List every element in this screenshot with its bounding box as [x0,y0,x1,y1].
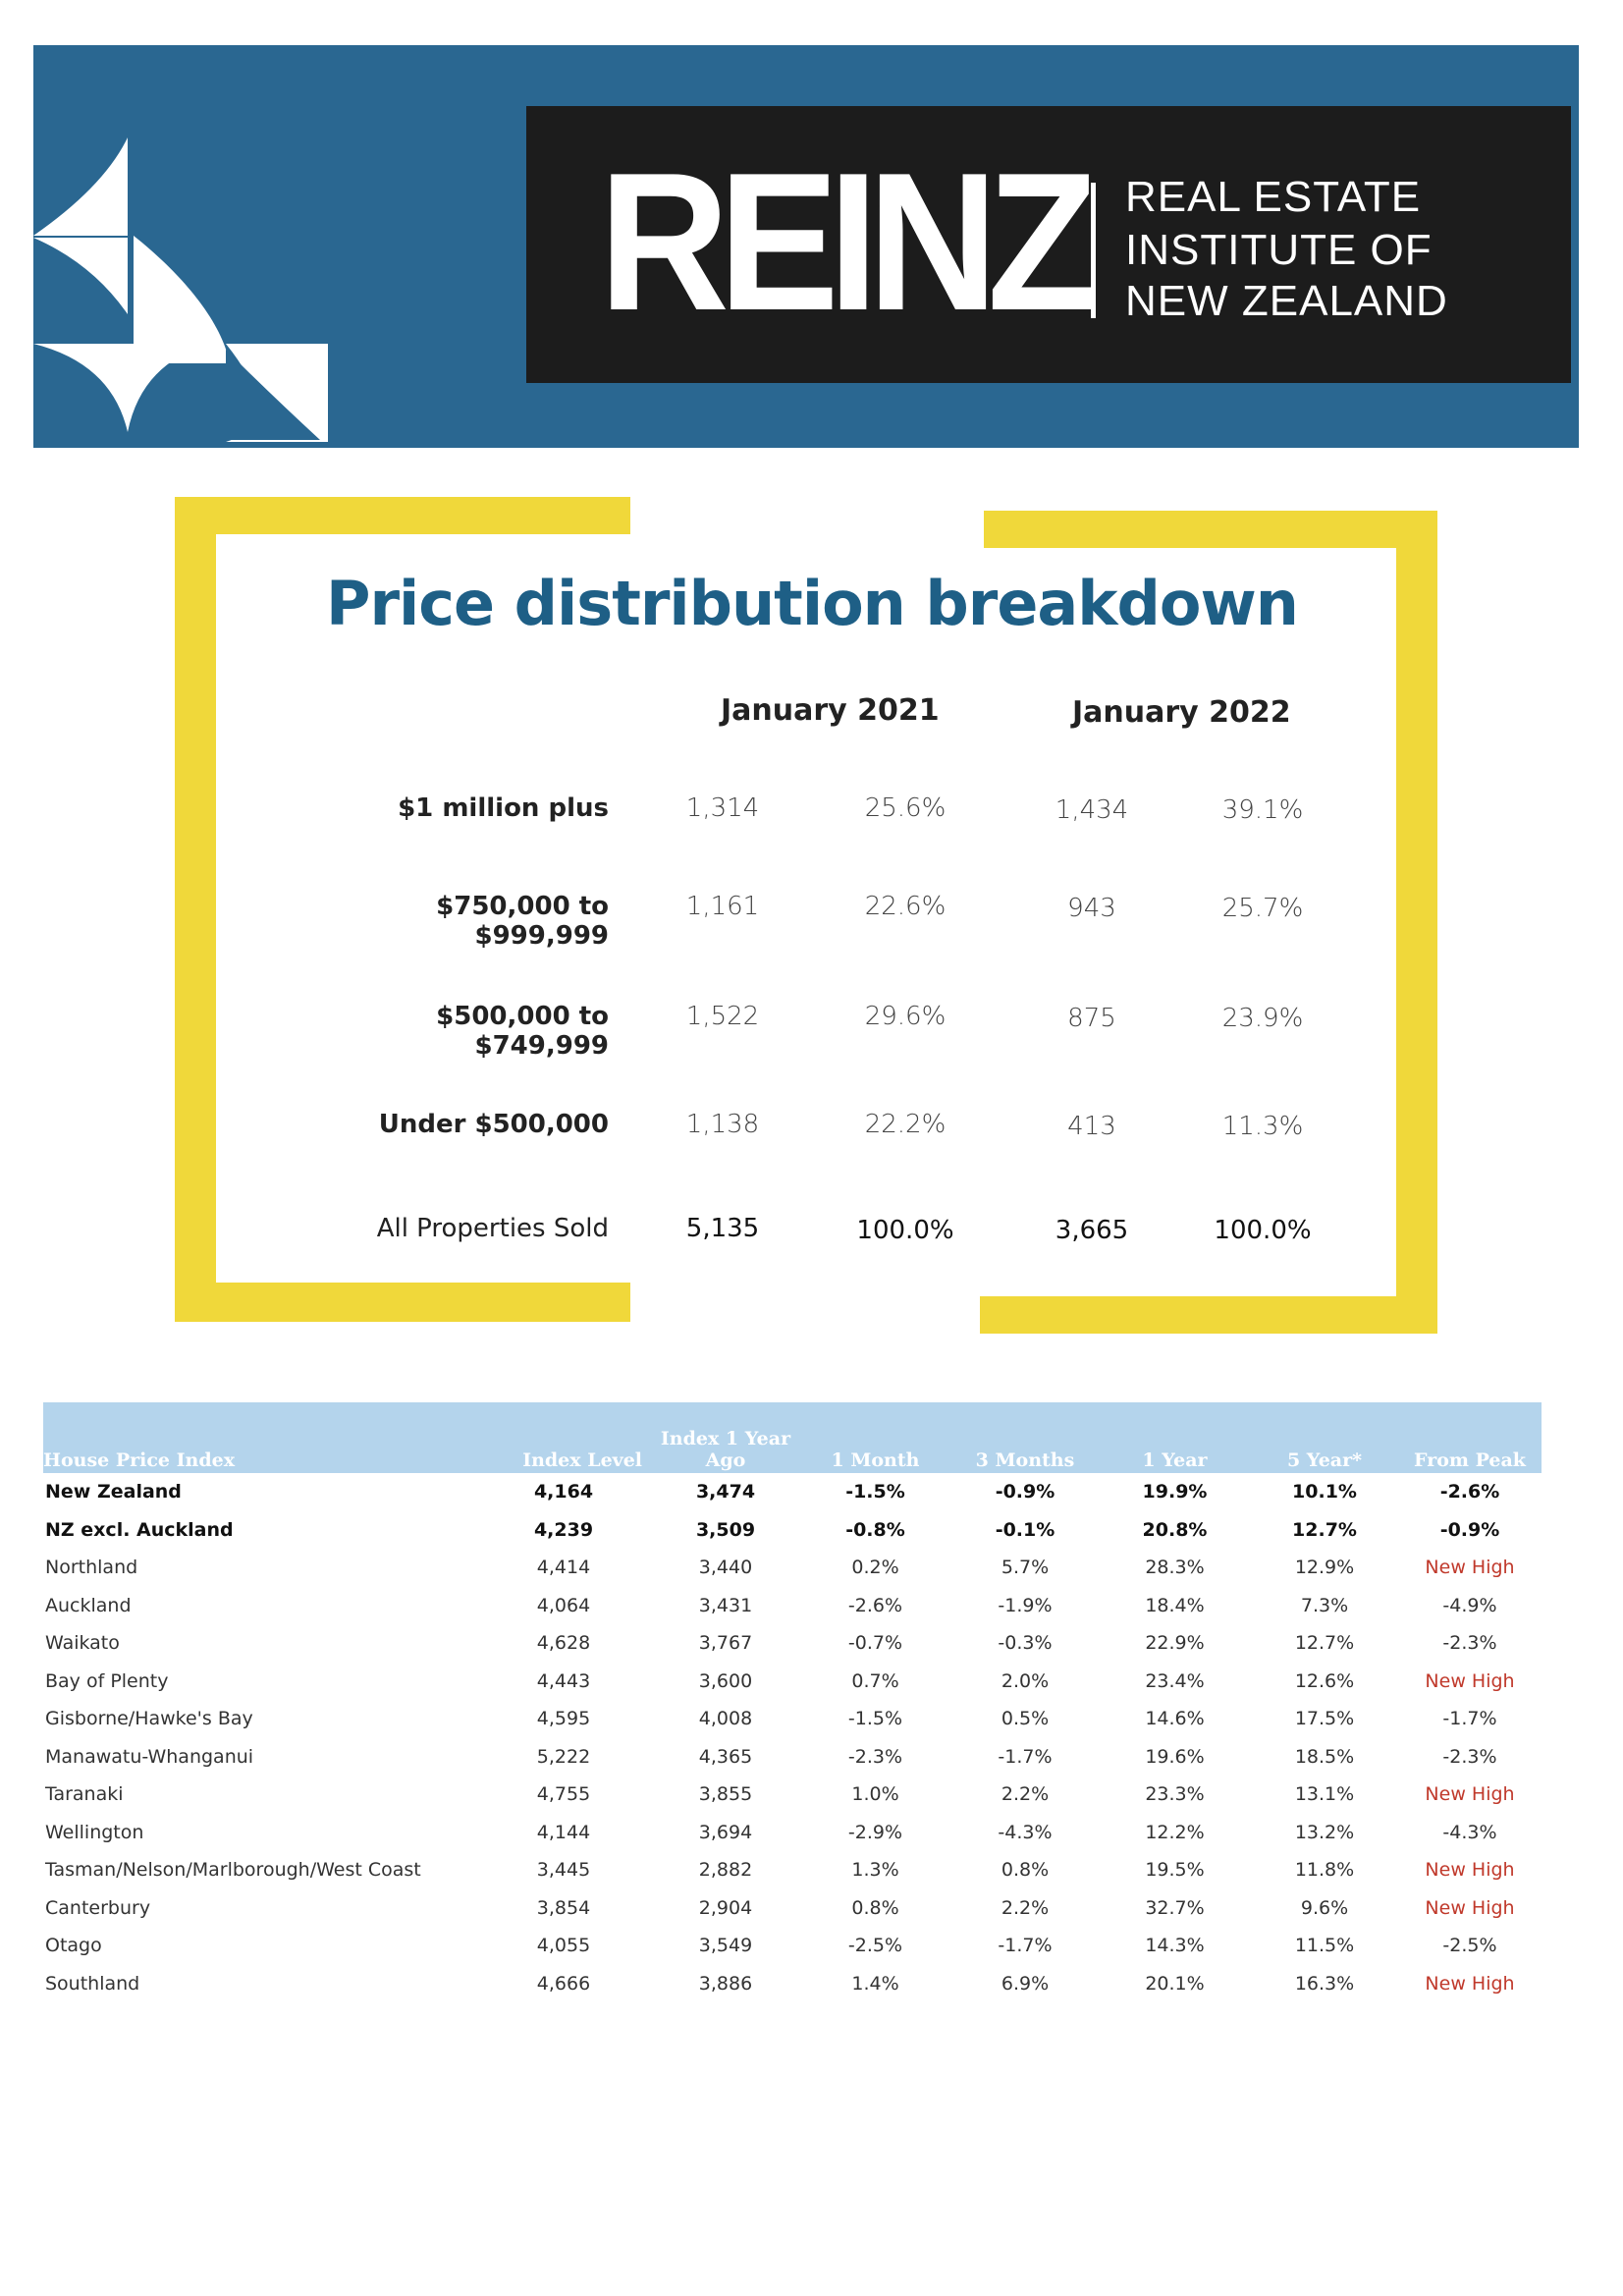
dist-total-label: All Properties Sold [376,1214,609,1243]
dist-pct-2021: 25.6% [864,793,947,823]
tagline-line-3: NEW ZEALAND [1125,277,1448,325]
change-3-months: -0.9% [995,1481,1055,1503]
index-year-ago: 3,549 [698,1935,753,1957]
tagline-line-2: INSTITUTE OF [1125,226,1433,274]
region-name: Manawatu-Whanganui [45,1745,254,1768]
change-3-months: 0.8% [1001,1859,1050,1882]
change-1-year: 23.4% [1145,1669,1205,1692]
frame-right [1396,511,1437,1334]
table-row [43,1776,1542,1814]
table-row [43,1927,1542,1965]
index-level: 4,055 [536,1935,591,1957]
change-1-year: 19.6% [1145,1745,1205,1768]
logo-divider [1091,183,1096,318]
dist-row-label: $1 million plus [398,793,609,823]
change-5-year: 12.7% [1294,1632,1355,1655]
change-1-year: 22.9% [1145,1632,1205,1655]
change-1-month: -2.3% [847,1745,903,1768]
index-level: 3,854 [536,1896,591,1919]
index-level: 3,445 [536,1859,591,1882]
region-name: Canterbury [45,1896,151,1919]
change-5-year: 12.6% [1294,1669,1355,1692]
change-from-peak: New High [1425,1557,1515,1579]
table-row [43,1587,1542,1625]
index-year-ago: 3,886 [698,1972,753,1995]
region-name: Taranaki [45,1783,124,1806]
change-3-months: -4.3% [998,1821,1053,1843]
frame-bottom-right [980,1296,1437,1334]
change-3-months: 5.7% [1001,1557,1050,1579]
change-1-month: 1.4% [851,1972,899,1995]
col-header-3-months: 3 Months [951,1402,1099,1473]
dist-total-pct-2022: 100.0% [1214,1216,1312,1245]
change-3-months: -0.1% [995,1518,1055,1541]
dist-count-2021: 1,138 [685,1110,760,1139]
index-year-ago: 2,904 [698,1896,753,1919]
change-1-month: -2.5% [847,1935,903,1957]
dist-count-2022: 943 [1067,894,1116,923]
change-3-months: 2.2% [1001,1783,1050,1806]
index-level: 4,064 [536,1594,591,1616]
col-header-index-year-ago: Index 1 Year Ago [652,1402,799,1473]
change-3-months: -1.7% [998,1935,1053,1957]
change-3-months: -1.9% [998,1594,1053,1616]
table-row [43,1889,1542,1928]
table-row [43,1624,1542,1663]
change-5-year: 12.9% [1294,1557,1355,1579]
change-5-year: 13.2% [1294,1821,1355,1843]
index-year-ago: 3,440 [698,1557,753,1579]
table-row [43,1663,1542,1701]
region-name: Bay of Plenty [45,1669,169,1692]
change-1-year: 19.9% [1142,1481,1208,1503]
change-from-peak: New High [1425,1783,1515,1806]
change-1-month: -2.9% [847,1821,903,1843]
change-5-year: 10.1% [1292,1481,1357,1503]
index-level: 4,443 [536,1669,591,1692]
frame-bottom-left [175,1283,630,1322]
col-header-1-year: 1 Year [1099,1402,1251,1473]
period-header-2022: January 2022 [1072,695,1291,730]
change-3-months: 0.5% [1001,1708,1050,1730]
dist-total-count-2022: 3,665 [1055,1216,1129,1245]
change-5-year: 12.7% [1292,1518,1357,1541]
index-level: 4,755 [536,1783,591,1806]
change-5-year: 9.6% [1300,1896,1349,1919]
table-row [43,1814,1542,1852]
index-level: 4,239 [533,1518,594,1541]
logo-shapes-graphic [33,128,338,442]
change-5-year: 13.1% [1294,1783,1355,1806]
region-name: Wellington [45,1821,144,1843]
table-row [43,1851,1542,1889]
table-header-row [43,1402,1542,1473]
change-1-month: -2.6% [847,1594,903,1616]
change-3-months: -0.3% [998,1632,1053,1655]
change-5-year: 17.5% [1294,1708,1355,1730]
dist-count-2021: 1,314 [685,793,760,823]
dist-pct-2022: 23.9% [1221,1004,1304,1033]
index-year-ago: 3,855 [698,1783,753,1806]
change-from-peak: -2.6% [1439,1481,1500,1503]
dist-count-2021: 1,161 [685,892,760,921]
change-3-months: 6.9% [1001,1972,1050,1995]
dist-pct-2022: 25.7% [1221,894,1304,923]
change-from-peak: -0.9% [1439,1518,1500,1541]
change-1-year: 19.5% [1145,1859,1205,1882]
index-level: 5,222 [536,1745,591,1768]
change-1-year: 28.3% [1145,1557,1205,1579]
house-price-index-table [43,1402,1542,2002]
change-5-year: 11.5% [1294,1935,1355,1957]
table-row [43,1511,1542,1550]
change-from-peak: -4.3% [1442,1821,1497,1843]
dist-count-2022: 1,434 [1055,795,1129,825]
change-1-year: 20.1% [1145,1972,1205,1995]
index-year-ago: 3,767 [698,1632,753,1655]
frame-left [175,497,216,1322]
index-year-ago: 3,600 [698,1669,753,1692]
change-1-month: -1.5% [847,1708,903,1730]
index-year-ago: 3,474 [695,1481,756,1503]
index-level: 4,164 [533,1481,594,1503]
change-3-months: -1.7% [998,1745,1053,1768]
index-level: 4,666 [536,1972,591,1995]
region-name: Northland [45,1557,138,1579]
table-row [43,1700,1542,1738]
change-from-peak: -4.9% [1442,1594,1497,1616]
change-1-month: 0.2% [851,1557,899,1579]
change-from-peak: New High [1425,1972,1515,1995]
dist-pct-2021: 29.6% [864,1002,947,1031]
change-1-year: 18.4% [1145,1594,1205,1616]
col-header-index-level: Index Level [475,1402,652,1473]
change-1-month: -1.5% [845,1481,905,1503]
region-name: Gisborne/Hawke's Bay [45,1708,253,1730]
change-1-month: 1.3% [851,1859,899,1882]
index-year-ago: 2,882 [698,1859,753,1882]
change-from-peak: -2.3% [1442,1632,1497,1655]
table-row [43,1738,1542,1777]
change-1-month: 0.7% [851,1669,899,1692]
index-level: 4,414 [536,1557,591,1579]
dist-pct-2021: 22.6% [864,892,947,921]
period-header-2021: January 2021 [721,693,940,728]
region-name: Waikato [45,1632,120,1655]
index-year-ago: 3,694 [698,1821,753,1843]
region-name: Southland [45,1972,140,1995]
reinz-logo: REINZ [599,133,1087,352]
table-row [43,1965,1542,2003]
region-name: Otago [45,1935,102,1957]
table-row [43,1473,1542,1511]
change-1-year: 32.7% [1145,1896,1205,1919]
tagline-line-1: REAL ESTATE [1125,173,1422,221]
region-name: Tasman/Nelson/Marlborough/West Coast [45,1859,421,1882]
dist-pct-2021: 22.2% [864,1110,947,1139]
change-from-peak: -1.7% [1442,1708,1497,1730]
dist-row-label: $500,000 to $749,999 [436,1002,609,1061]
dist-count-2022: 413 [1067,1112,1116,1141]
dist-total-pct-2021: 100.0% [856,1216,954,1245]
change-1-year: 20.8% [1142,1518,1208,1541]
change-1-month: 0.8% [851,1896,899,1919]
index-level: 4,595 [536,1708,591,1730]
change-from-peak: -2.3% [1442,1745,1497,1768]
index-level: 4,144 [536,1821,591,1843]
change-5-year: 11.8% [1294,1859,1355,1882]
change-from-peak: New High [1425,1896,1515,1919]
dist-row-label: $750,000 to $999,999 [436,892,609,951]
frame-top-left [175,497,630,534]
col-header-from-peak: From Peak [1398,1402,1542,1473]
change-3-months: 2.2% [1001,1896,1050,1919]
table-row [43,1549,1542,1587]
dist-total-count-2021: 5,135 [685,1214,760,1243]
dist-pct-2022: 39.1% [1221,795,1304,825]
change-from-peak: -2.5% [1442,1935,1497,1957]
dist-count-2021: 1,522 [685,1002,760,1031]
dist-pct-2022: 11.3% [1221,1112,1304,1141]
col-header-region: House Price Index [43,1402,475,1473]
change-1-month: 1.0% [851,1783,899,1806]
change-1-month: -0.8% [845,1518,905,1541]
col-header-1-month: 1 Month [799,1402,951,1473]
index-year-ago: 4,008 [698,1708,753,1730]
frame-top-right [984,511,1437,548]
change-5-year: 16.3% [1294,1972,1355,1995]
index-level: 4,628 [536,1632,591,1655]
index-year-ago: 3,431 [698,1594,753,1616]
change-from-peak: New High [1425,1669,1515,1692]
change-1-year: 23.3% [1145,1783,1205,1806]
col-header-5-year: 5 Year* [1251,1402,1398,1473]
change-1-month: -0.7% [847,1632,903,1655]
change-3-months: 2.0% [1001,1669,1050,1692]
change-1-year: 12.2% [1145,1821,1205,1843]
region-name: New Zealand [45,1481,182,1503]
section-title: Price distribution breakdown [326,568,1298,639]
change-5-year: 18.5% [1294,1745,1355,1768]
dist-row-label: Under $500,000 [378,1110,609,1139]
change-5-year: 7.3% [1300,1594,1349,1616]
change-from-peak: New High [1425,1859,1515,1882]
index-year-ago: 4,365 [698,1745,753,1768]
change-1-year: 14.3% [1145,1935,1205,1957]
region-name: Auckland [45,1594,132,1616]
dist-count-2022: 875 [1067,1004,1116,1033]
region-name: NZ excl. Auckland [45,1518,234,1541]
change-1-year: 14.6% [1145,1708,1205,1730]
index-year-ago: 3,509 [695,1518,756,1541]
